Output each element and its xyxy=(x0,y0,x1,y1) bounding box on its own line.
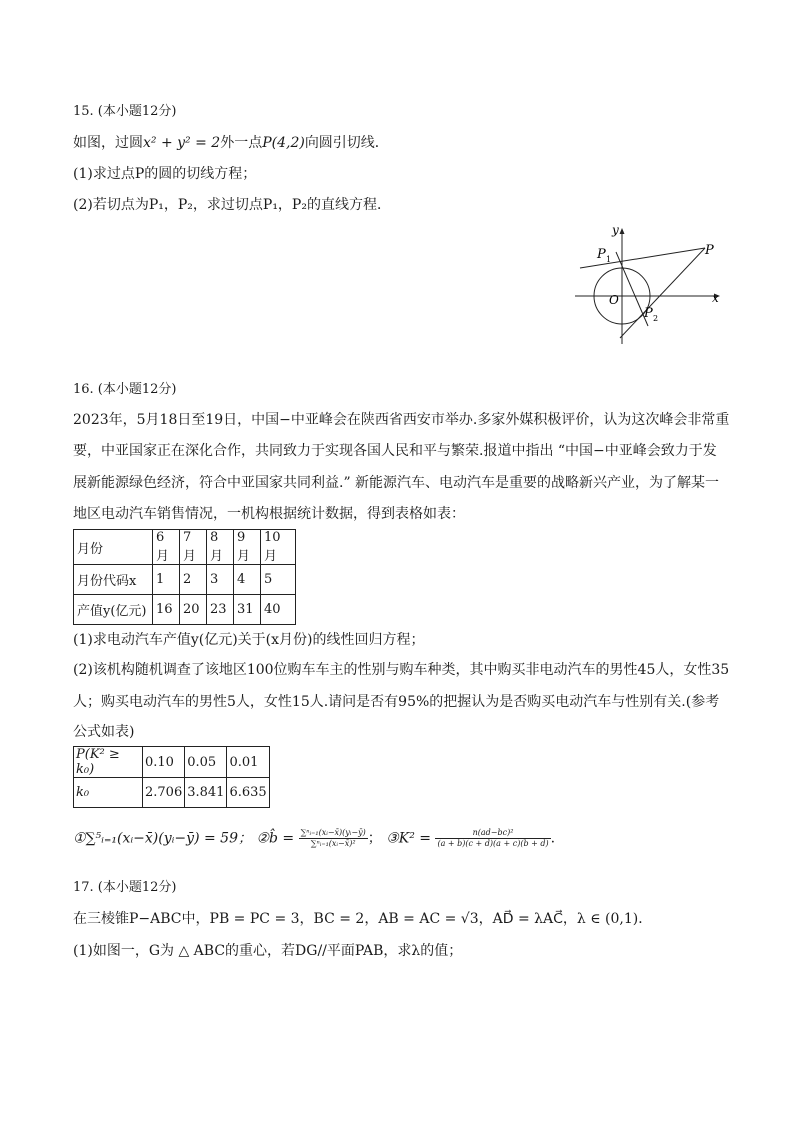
table-cell: 1 xyxy=(153,565,180,595)
formula-3-end: . xyxy=(550,830,556,847)
q15-intro xyxy=(73,133,389,153)
label-p1: P xyxy=(597,247,606,262)
q16-part2-line-2: 人；购买电动汽车的男性5人，女性15人.请问是否有95%的把握认为是否购买电动汽车与性别有关.(参考 xyxy=(73,694,720,710)
q15-circle-equation: x² + y² = 2 xyxy=(143,135,221,151)
formula-2-numerator: ∑ⁿᵢ₌₁(xᵢ−x̄)(yᵢ−ȳ) xyxy=(300,828,366,837)
formula-3-fraction xyxy=(435,828,550,849)
formula-2-end: ； xyxy=(367,830,382,847)
k-squared-table xyxy=(73,746,270,808)
table-cell: 10月 xyxy=(261,530,296,565)
q17-header: 17. (本小题12分) xyxy=(73,880,177,895)
q15-part2: (2)若切点为P₁，P₂，求过切点P₁，P₂的直线方程． xyxy=(73,197,391,213)
table-row xyxy=(74,530,296,565)
q16-para-line-3: 展新能源绿色经济，符合中亚国家共同利益.” 新能源汽车、电动汽车是重要的战略新兴产业，为了解某一 xyxy=(73,475,720,491)
table-cell: 2 xyxy=(180,565,207,595)
formula-3-lhs: ③K² = xyxy=(386,830,432,847)
formula-3-numerator: n(ad−bc)² xyxy=(435,828,550,839)
label-p1-sub: 1 xyxy=(606,255,612,264)
table-cell: 0.05 xyxy=(185,747,227,778)
formula-2-lhs: ②b̂ = xyxy=(256,830,295,847)
table-cell: 月份代码x xyxy=(74,565,153,595)
q16-part1: (1)求电动汽车产值y(亿元)关于(x月份)的线性回归方程； xyxy=(73,632,425,648)
table-cell: 6.635 xyxy=(227,778,269,808)
table-cell: 0.10 xyxy=(143,747,185,778)
table-cell: 月份 xyxy=(74,530,153,565)
table-cell: 2.706 xyxy=(143,778,185,808)
formula-1: ①∑⁵ᵢ₌₁(xᵢ−x̄)(yᵢ−ȳ) = 59； xyxy=(73,830,252,847)
formula-2-denominator: ∑ⁿᵢ₌₁(xᵢ−x̄)² xyxy=(310,839,356,848)
table-cell: 0.01 xyxy=(227,747,269,778)
tangent-line-2 xyxy=(620,248,705,338)
formula-3-denominator: (a + b)(c + d)(a + c)(b + d) xyxy=(437,839,549,848)
q15-header: 15. (本小题12分) xyxy=(73,104,177,119)
q15-intro-a: 如图，过圆 xyxy=(73,135,143,151)
table-cell: 20 xyxy=(180,595,207,625)
q15-part1: (1)求过点P的圆的切线方程； xyxy=(73,166,257,182)
q15-intro-b: 外一点 xyxy=(220,135,263,151)
q16-part2-line-3: 公式如表) xyxy=(73,724,135,740)
table-cell: P(K² ≥ k₀) xyxy=(74,747,143,778)
label-p2-sub: 2 xyxy=(653,314,659,323)
q15-point: P(4,2) xyxy=(262,135,305,151)
q17-part1: (1)如图一，G为 △ ABC的重心，若DG//平面PAB，求λ的值； xyxy=(73,943,463,959)
table-cell: 3 xyxy=(207,565,234,595)
q16-para-line-4: 地区电动汽车销售情况，一机构根据统计数据，得到表格如表： xyxy=(73,506,465,522)
table-cell: 4 xyxy=(234,565,261,595)
table-cell: 6月 xyxy=(153,530,180,565)
table-cell: 16 xyxy=(153,595,180,625)
table-cell: 9月 xyxy=(234,530,261,565)
table-row xyxy=(74,778,270,808)
table-cell: 5 xyxy=(261,565,296,595)
table-cell: 23 xyxy=(207,595,234,625)
formula-2-fraction xyxy=(299,828,368,849)
label-y: y xyxy=(612,223,619,237)
table-row xyxy=(74,747,270,778)
table-cell: 8月 xyxy=(207,530,234,565)
label-x: x xyxy=(712,291,719,305)
table-cell: 31 xyxy=(234,595,261,625)
q16-formulas xyxy=(73,828,555,849)
label-p: P xyxy=(705,243,714,258)
label-origin: O xyxy=(609,293,619,307)
table-row xyxy=(74,565,296,595)
q17-line-1: 在三棱锥P−ABC中，PB = PC = 3，BC = 2，AB = AC = √3，AD⃗ = λAC⃗，λ ∈ (0,1)． xyxy=(73,911,653,927)
q15-intro-c: 向圆引切线． xyxy=(304,135,389,151)
label-p2: P xyxy=(644,306,653,321)
y-axis-arrow xyxy=(620,228,625,234)
table-cell: k₀ xyxy=(74,778,143,808)
q16-part2-line-1: (2)该机构随机调查了该地区100位购车车主的性别与购车种类，其中购买非电动汽车的男性45人，女性35 xyxy=(73,662,730,678)
q15-figure xyxy=(570,222,730,347)
table-cell: 7月 xyxy=(180,530,207,565)
q16-header: 16. (本小题12分) xyxy=(73,382,177,397)
q16-para-line-1: 2023年，5月18日至19日，中国−中亚峰会在陕西省西安市举办.多家外媒积极评价，认为这次峰会非常重 xyxy=(73,412,730,428)
table-cell: 3.841 xyxy=(185,778,227,808)
sales-table xyxy=(73,529,296,625)
table-row xyxy=(74,595,296,625)
table-cell: 产值y(亿元) xyxy=(74,595,153,625)
table-cell: 40 xyxy=(261,595,296,625)
q16-para-line-2: 要，中亚国家正在深化合作，共同致力于实现各国人民和平与繁荣.报道中指出 “中国−中亚峰会致力于发 xyxy=(73,443,717,459)
